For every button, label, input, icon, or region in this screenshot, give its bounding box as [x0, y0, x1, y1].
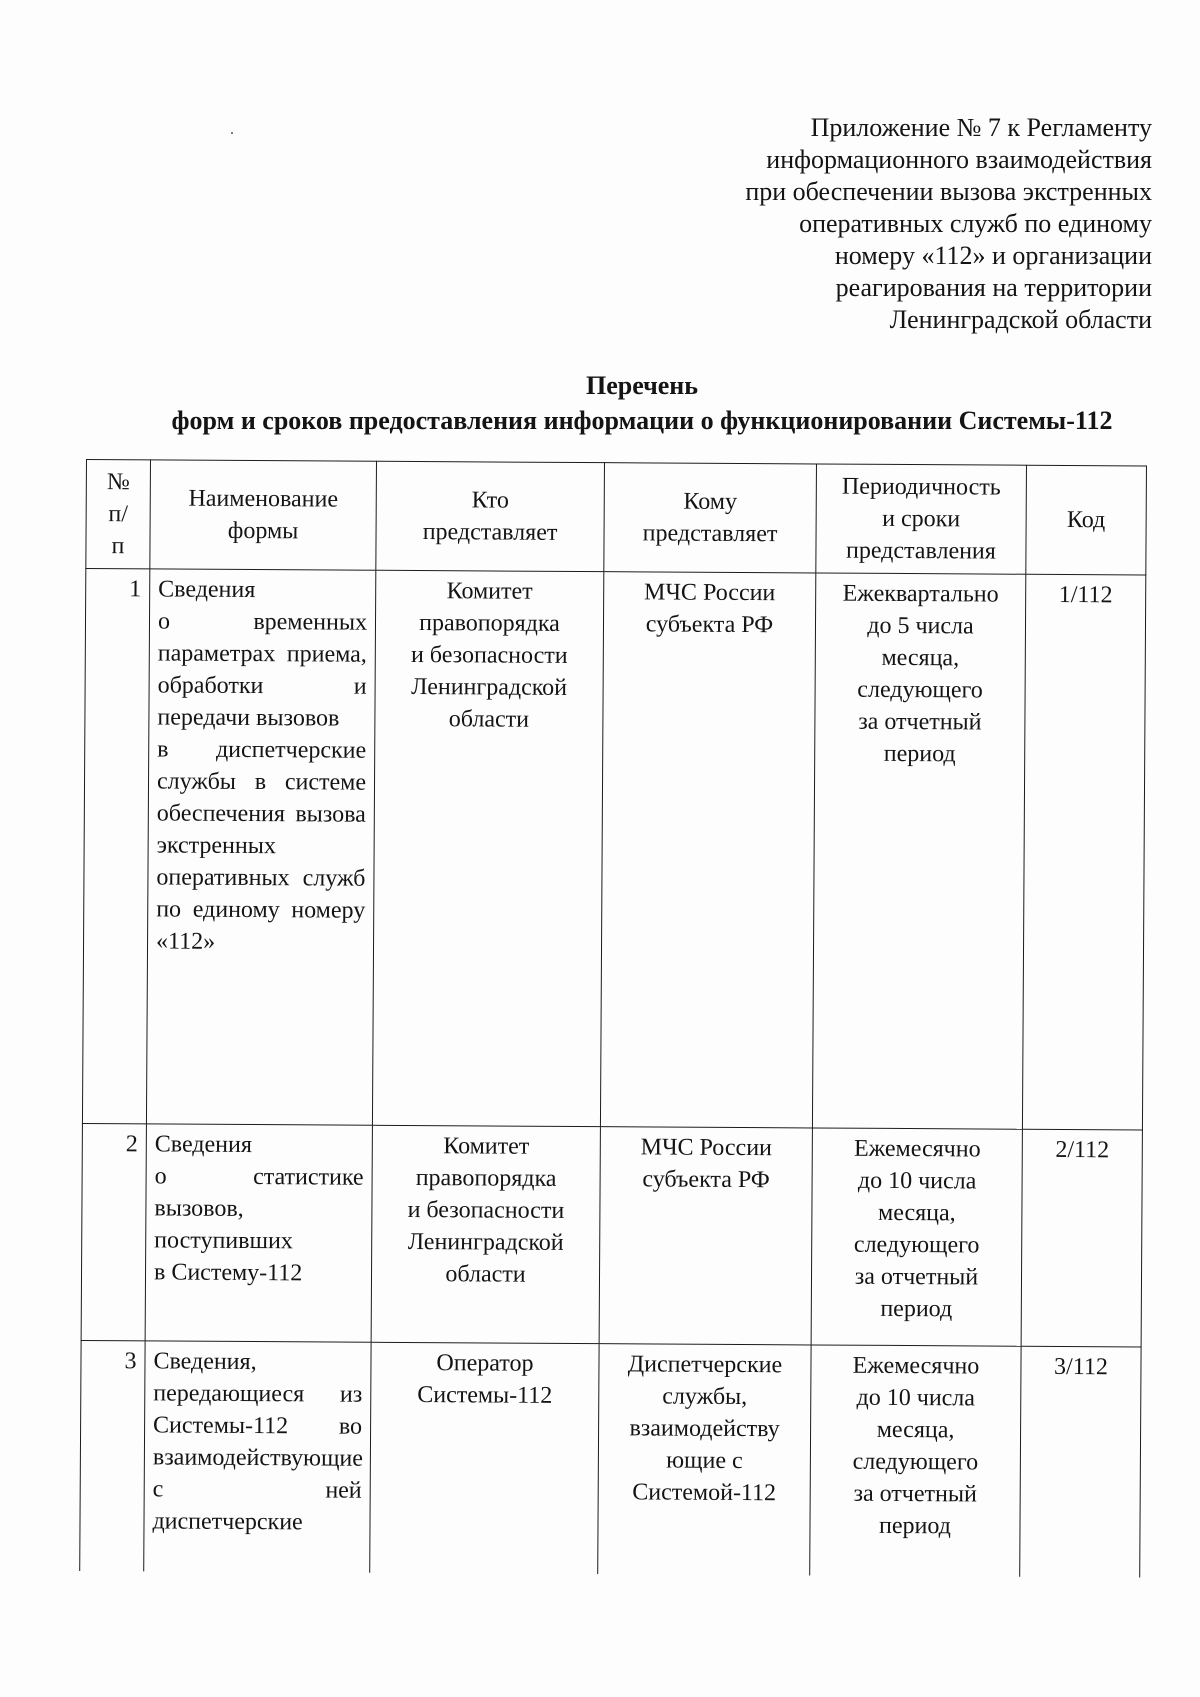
appendix-line: при обеспечении вызова экстренных: [745, 177, 1152, 206]
form-code: 3/112: [1020, 1346, 1141, 1577]
form-name: Сведения о временных параметрах приема, обработки и передачи вызовов в диспетчерские службы в системе обеспечения вызова экстренных оперативных служб по единому номеру «112»: [146, 569, 375, 1125]
table-row: [81, 1123, 1142, 1346]
appendix-line: оперативных служб по единому: [799, 209, 1152, 238]
row-number: 1: [82, 569, 149, 1124]
scan-speck: [231, 132, 233, 134]
header-form-name: Наименование формы: [150, 460, 377, 570]
appendix-line: Приложение № 7 к Регламенту: [810, 113, 1152, 142]
header-recipient: Кому представляет: [604, 463, 817, 573]
appendix-line: Ленинградской области: [889, 305, 1152, 334]
provider: Комитет правопорядка и безопасности Ленинградской области: [372, 570, 603, 1126]
document-subtitle: форм и сроков предоставления информации о функционировании Системы-112: [171, 406, 1113, 435]
table-row: [82, 569, 1145, 1130]
form-code: 2/112: [1021, 1129, 1142, 1347]
table-header-row: [86, 460, 1147, 575]
header-provider: Кто представляет: [376, 461, 605, 571]
header-number: № п/ п: [86, 460, 151, 569]
periodicity: Ежемесячно до 10 числа месяца, следующего за отчетный период: [810, 1345, 1021, 1577]
appendix-line: информационного взаимодействия: [766, 145, 1152, 174]
appendix-line: номеру «112» и организации: [834, 241, 1152, 270]
provider: Комитет правопорядка и безопасности Ленинградской области: [371, 1125, 600, 1343]
table-row: [80, 1340, 1141, 1577]
appendix-line: реагирования на территории: [835, 273, 1152, 302]
recipient: МЧС России субъекта РФ: [599, 1127, 812, 1345]
row-number: 2: [81, 1123, 146, 1340]
provider: Оператор Системы-112: [370, 1342, 599, 1574]
document-title: Перечень: [585, 371, 699, 400]
form-name: Сведения, передающиеся из Системы-112 во взаимодействующие с ней диспетчерские: [144, 1341, 371, 1573]
form-code: 1/112: [1022, 574, 1145, 1130]
form-name: Сведения о статистике вызовов, поступивших в Систему-112: [145, 1124, 372, 1342]
recipient: МЧС России субъекта РФ: [600, 572, 815, 1128]
header-code: Код: [1026, 465, 1147, 575]
header-periodicity: Периодичность и сроки представления: [816, 464, 1027, 574]
recipient: Диспетчерские службы, взаимодейству ющие с Системой-112: [598, 1344, 811, 1576]
row-number: 3: [80, 1340, 145, 1571]
forms-table: [79, 459, 1147, 1577]
periodicity: Ежеквартально до 5 числа месяца, следующего за отчетный период: [812, 573, 1025, 1129]
appendix-header: [592, 112, 1152, 336]
periodicity: Ежемесячно до 10 числа месяца, следующего за отчетный период: [811, 1128, 1022, 1346]
